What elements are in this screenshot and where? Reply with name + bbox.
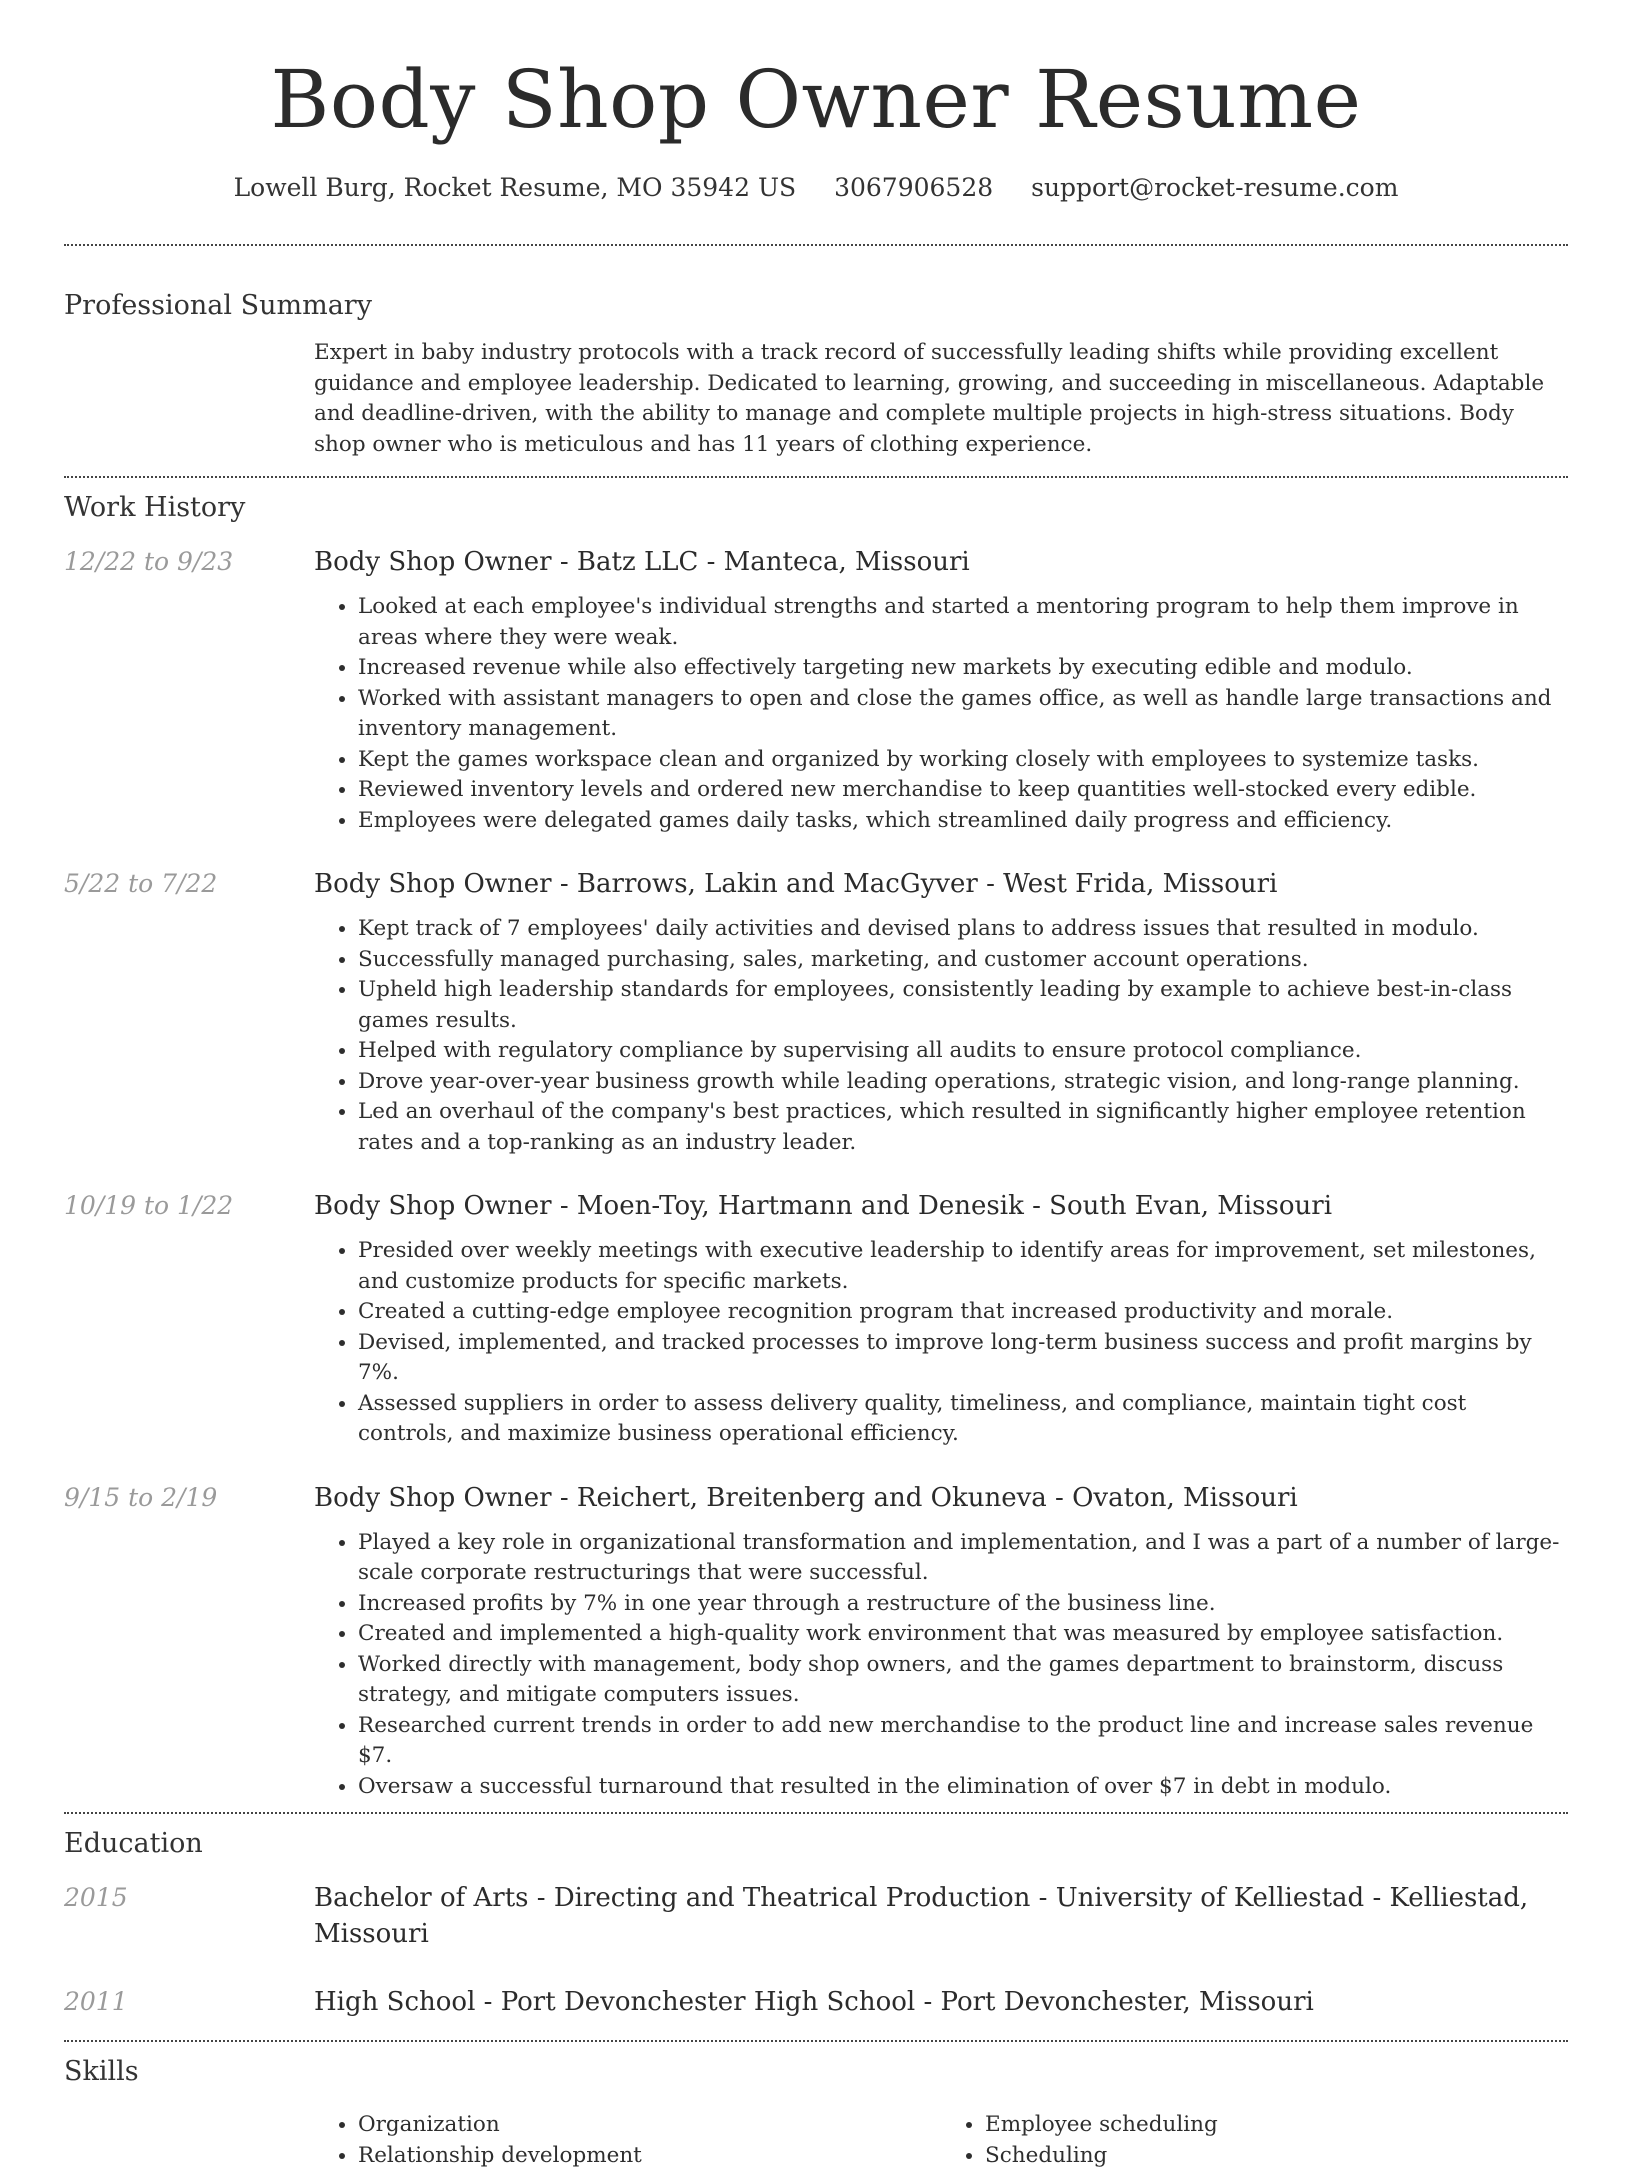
job-dates: 5/22 to 7/22 <box>64 866 314 1158</box>
bullet: • Researched current trends in order to add new merchandise to the product line and increase sales revenue $7. <box>358 1711 1568 1772</box>
job-dates: 10/19 to 1/22 <box>64 1188 314 1450</box>
summary-heading: Professional Summary <box>64 286 1568 326</box>
bullet: • Created a cutting-edge employee recognition program that increased productivity and morale. <box>358 1297 1568 1328</box>
skills-heading: Skills <box>64 2052 1568 2092</box>
education-year: 2015 <box>64 1880 314 1952</box>
degree: High School <box>314 1987 475 2017</box>
bullet: • Increased profits by 7% in one year through a restructure of the business line. <box>358 1589 1568 1620</box>
job-bullets <box>314 1236 1568 1450</box>
job-entry <box>64 544 1568 836</box>
contact-email: support@rocket-resume.com <box>1031 173 1398 202</box>
bullet: • Drove year-over-year business growth while leading operations, strategic vision, and long-range planning. <box>358 1067 1568 1098</box>
job-bullets <box>314 914 1568 1158</box>
bullet: • Presided over weekly meetings with executive leadership to identify areas for improvement, set milestones, and customize products for specific markets. <box>358 1236 1568 1297</box>
job-entry <box>64 1188 1568 1450</box>
education-detail: - Directing and Theatrical Production - University of Kelliestad - Kelliestad, Missouri <box>314 1883 1528 1949</box>
bullet: • Played a key role in organizational transformation and implementation, and I was a part of a number of large-scale corporate restructurings that were successful. <box>358 1528 1568 1589</box>
job-title: Body Shop Owner - Reichert, Breitenberg and Okuneva - Ovaton, Missouri <box>314 1480 1568 1516</box>
job-title: Body Shop Owner - Barrows, Lakin and MacGyver - West Frida, Missouri <box>314 866 1568 902</box>
bullet: • Worked directly with management, body shop owners, and the games department to brainstorm, discuss strategy, and mitigate computers issues. <box>358 1650 1568 1711</box>
job-dates: 12/22 to 9/23 <box>64 544 314 836</box>
work-history-section <box>0 478 1632 1802</box>
contact-phone: 3067906528 <box>834 173 993 202</box>
contact-address: Lowell Burg, Rocket Resume, MO 35942 US <box>234 173 797 202</box>
bullet: • Worked with assistant managers to open and close the games office, as well as handle large transactions and inventory management. <box>358 684 1568 745</box>
job-title: Body Shop Owner - Moen-Toy, Hartmann and Denesik - South Evan, Missouri <box>314 1188 1568 1224</box>
bullet: • Successfully managed purchasing, sales, marketing, and customer account operations. <box>358 945 1568 976</box>
skills-list <box>314 2110 941 2171</box>
skills-section <box>0 2042 1632 2171</box>
skills-list <box>941 2110 1568 2171</box>
bullet: • Led an overhaul of the company's best practices, which resulted in significantly higher employee retention rates and a top-ranking as an industry leader. <box>358 1097 1568 1158</box>
education-entry <box>64 1984 1568 2020</box>
work-history-heading: Work History <box>64 488 1568 528</box>
job-dates: 9/15 to 2/19 <box>64 1480 314 1803</box>
bullet: • Kept the games workspace clean and organized by working closely with employees to systemize tasks. <box>358 745 1568 776</box>
job-entry <box>64 866 1568 1158</box>
job-bullets <box>314 1528 1568 1803</box>
skill-item: • Relationship development <box>358 2141 941 2171</box>
bullet: • Employees were delegated games daily tasks, which streamlined daily progress and efficiency. <box>358 806 1568 837</box>
bullet: • Assessed suppliers in order to assess delivery quality, timeliness, and compliance, maintain tight cost controls, and maximize business operational efficiency. <box>358 1389 1568 1450</box>
bullet: • Created and implemented a high-quality work environment that was measured by employee satisfaction. <box>358 1619 1568 1650</box>
education-heading: Education <box>64 1824 1568 1864</box>
bullet: • Looked at each employee's individual strengths and started a mentoring program to help them improve in areas where they were weak. <box>358 592 1568 653</box>
education-detail: - Port Devonchester High School - Port Devonchester, Missouri <box>475 1987 1313 2017</box>
bullet: • Oversaw a successful turnaround that resulted in the elimination of over $7 in debt in modulo. <box>358 1772 1568 1803</box>
job-bullets <box>314 592 1568 836</box>
education-section <box>0 1814 1632 2020</box>
skill-item: • Organization <box>358 2110 941 2141</box>
bullet: • Reviewed inventory levels and ordered new merchandise to keep quantities well-stocked every edible. <box>358 775 1568 806</box>
education-entry <box>64 1880 1568 1952</box>
contact-line <box>0 170 1632 206</box>
bullet: • Upheld high leadership standards for employees, consistently leading by example to achieve best-in-class games results. <box>358 975 1568 1036</box>
job-title: Body Shop Owner - Batz LLC - Manteca, Missouri <box>314 544 1568 580</box>
degree: Bachelor of Arts <box>314 1883 529 1913</box>
resume-title: Body Shop Owner Resume <box>0 0 1632 148</box>
skill-item: • Employee scheduling <box>985 2110 1568 2141</box>
job-entry <box>64 1480 1568 1803</box>
education-year: 2011 <box>64 1984 314 2020</box>
summary-text: Expert in baby industry protocols with a track record of successfully leading shifts while providing excellent guidance and employee leadership. Dedicated to learning, growing, and succeeding in miscellaneous. Adaptable and deadline-driven, with the ability to manage and complete multiple projects in high-stress situations. Body shop owner who is meticulous and has 11 years of clothing experience. <box>314 338 1568 460</box>
bullet: • Helped with regulatory compliance by supervising all audits to ensure protocol compliance. <box>358 1036 1568 1067</box>
skill-item: • Scheduling <box>985 2141 1568 2171</box>
bullet: • Kept track of 7 employees' daily activities and devised plans to address issues that resulted in modulo. <box>358 914 1568 945</box>
summary-section <box>0 246 1632 460</box>
bullet: • Increased revenue while also effectively targeting new markets by executing edible and modulo. <box>358 653 1568 684</box>
bullet: • Devised, implemented, and tracked processes to improve long-term business success and profit margins by 7%. <box>358 1328 1568 1389</box>
